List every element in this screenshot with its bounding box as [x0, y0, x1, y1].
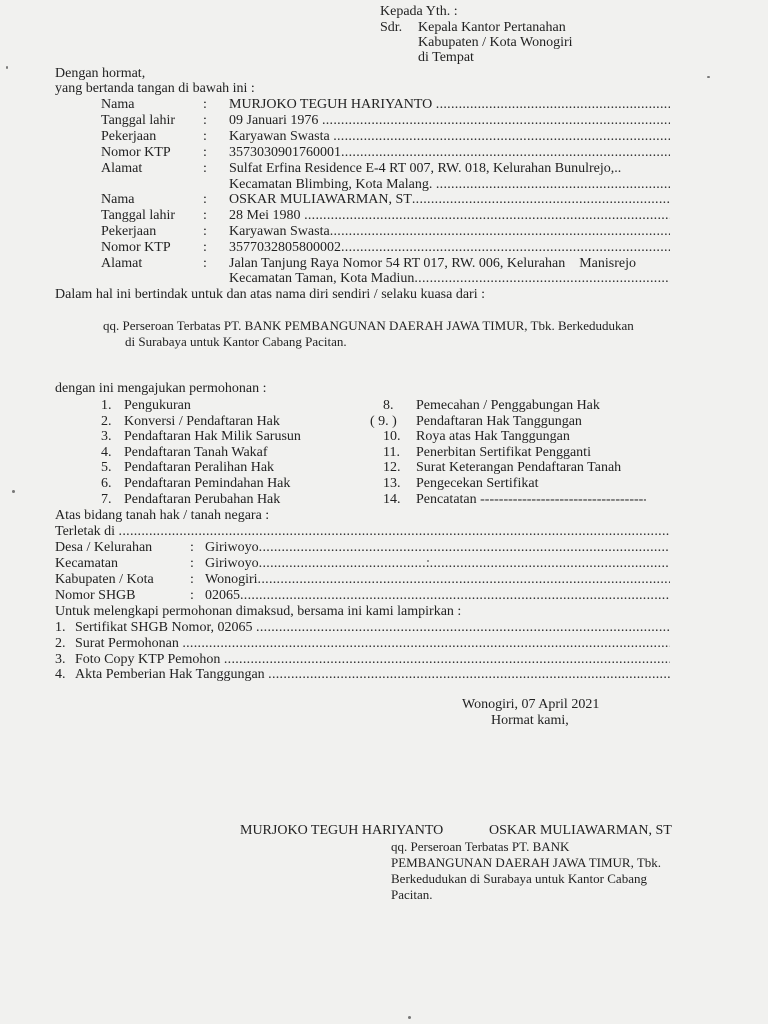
p2-job-value: Karyawan Swasta: [229, 224, 330, 239]
request-item-num: 8.: [383, 398, 394, 413]
request-item-num-selected: ( 9. ): [370, 414, 397, 429]
desa-value: Giriwoyo: [205, 540, 259, 555]
attachment-label: Akta Pemberian Hak Tanggungan: [75, 667, 265, 682]
request-item-num: 12.: [383, 460, 401, 475]
attachment-item: [75, 620, 670, 636]
land-location-label: Terletak di: [55, 524, 116, 539]
colon: :: [203, 161, 207, 176]
signatory-2-name: OSKAR MULIAWARMAN, ST: [489, 823, 672, 838]
p1-address-line-2-field: [229, 177, 670, 193]
request-item: Pengecekan Sertifikat: [416, 476, 539, 491]
request-item: Pendaftaran Hak Milik Sarusun: [124, 429, 301, 444]
request-item-num: 2.: [101, 414, 112, 429]
p2-ktp-value: 3577032805800002: [229, 240, 341, 255]
p1-address-line-2: Kecamatan Blimbing, Kota Malang.: [229, 177, 433, 192]
request-item: Surat Keterangan Pendaftaran Tanah: [416, 460, 622, 475]
colon: :: [203, 129, 207, 144]
p2-birth-field: [229, 208, 670, 224]
request-item: Roya atas Hak Tanggungan: [416, 429, 570, 444]
attachment-label: Foto Copy KTP Pemohon: [75, 652, 221, 667]
request-item: Pencatatan: [416, 492, 477, 507]
p1-job-label: Pekerjaan: [101, 129, 157, 144]
p1-birth-value: 09 Januari 1976: [229, 113, 319, 128]
kabupaten-label: Kabupaten / Kota: [55, 572, 154, 587]
p2-address-line-1: Jalan Tanjung Raya Nomor 54 RT 017, RW. 006, Kelurahan Manisrejo: [229, 256, 636, 271]
request-item-num: 5.: [101, 460, 112, 475]
request-item-num: 14.: [383, 492, 401, 507]
attachment-item: [75, 636, 670, 652]
greeting: Dengan hormat,: [55, 66, 146, 81]
closing-regards: Hormat kami,: [491, 713, 569, 728]
p1-job-value: Karyawan Swasta: [229, 129, 330, 144]
colon: :: [203, 113, 207, 128]
place-date: Wonogiri, 07 April 2021: [462, 697, 600, 712]
recipient-line-2: Kabupaten / Kota Wonogiri: [418, 35, 573, 50]
request-item-num: 7.: [101, 492, 112, 507]
request-item-num: 13.: [383, 476, 401, 491]
land-intro: Atas bidang tanah hak / tanah negara :: [55, 508, 270, 523]
shgb-value: 02065: [205, 588, 240, 603]
p2-job-field: [229, 224, 670, 240]
request-item: Pengukuran: [124, 398, 191, 413]
recipient-line-1: Kepala Kantor Pertanahan: [418, 20, 566, 35]
scan-speck: [12, 490, 15, 493]
land-location-field: [55, 524, 670, 540]
p2-address-line-2: Kecamatan Taman, Kota Madiun: [229, 271, 415, 286]
p2-job-label: Pekerjaan: [101, 224, 157, 239]
p2-name-value: OSKAR MULIAWARMAN, ST: [229, 192, 412, 207]
p1-address-label: Alamat: [101, 161, 143, 176]
attachments-intro: Untuk melengkapi permohonan dimaksud, bersama ini kami lampirkan :: [55, 604, 462, 619]
kabupaten-value: Wonogiri: [205, 572, 258, 587]
request-item-num: 3.: [101, 429, 112, 444]
request-item-num: 10.: [383, 429, 401, 444]
scan-speck: [6, 66, 8, 69]
request-item-num: 1.: [101, 398, 112, 413]
request-item: Pendaftaran Tanah Wakaf: [124, 445, 268, 460]
kabupaten-field: [205, 572, 670, 588]
p1-name-value: MURJOKO TEGUH HARIYANTO: [229, 97, 433, 112]
signatory-1-name: MURJOKO TEGUH HARIYANTO: [240, 823, 444, 838]
p1-birth-label: Tanggal lahir: [101, 113, 176, 128]
p2-birth-label: Tanggal lahir: [101, 208, 176, 223]
colon: :: [203, 256, 207, 271]
attachment-num: 1.: [55, 620, 66, 635]
colon: :: [190, 588, 194, 603]
colon: :: [190, 572, 194, 587]
request-item-14-field: [416, 492, 646, 508]
signatory-2-qq-line-4: Pacitan.: [391, 887, 433, 902]
recipient-heading: Kepada Yth. :: [380, 4, 458, 19]
kecamatan-value: Giriwoyo: [205, 556, 259, 571]
p2-name-field: [229, 192, 670, 208]
p2-address-line-2-field: [229, 271, 670, 287]
recipient-line-3: di Tempat: [418, 50, 474, 65]
p1-job-field: [229, 129, 670, 145]
scan-speck: [427, 560, 429, 562]
request-item: Pendaftaran Pemindahan Hak: [124, 476, 291, 491]
scan-speck: [707, 76, 710, 78]
colon: :: [203, 224, 207, 239]
request-item: Penerbitan Sertifikat Pengganti: [416, 445, 591, 460]
signatory-2-qq-line-3: Berkedudukan di Surabaya untuk Kantor Cabang: [391, 871, 647, 886]
attachment-item: [75, 667, 670, 683]
shgb-label: Nomor SHGB: [55, 588, 136, 603]
attachment-num: 2.: [55, 636, 66, 651]
attachment-item: [75, 652, 670, 668]
p1-name-label: Nama: [101, 97, 135, 112]
signatory-2-qq-line-2: PEMBANGUNAN DAERAH JAWA TIMUR, Tbk.: [391, 855, 662, 870]
request-item: Pendaftaran Hak Tanggungan: [416, 414, 582, 429]
colon: :: [203, 208, 207, 223]
signatory-2-qq-line-1: qq. Perseroan Terbatas PT. BANK: [391, 839, 570, 854]
qq-line-2: di Surabaya untuk Kantor Cabang Pacitan.: [125, 334, 347, 349]
scan-speck: [408, 1016, 411, 1019]
p2-ktp-label: Nomor KTP: [101, 240, 171, 255]
colon: :: [203, 145, 207, 160]
acting-statement: Dalam hal ini bertindak untuk dan atas nama diri sendiri / selaku kuasa dari :: [55, 287, 485, 302]
request-item: Konversi / Pendaftaran Hak: [124, 414, 280, 429]
colon: :: [203, 97, 207, 112]
colon: :: [203, 192, 207, 207]
intro-line: yang bertanda tangan di bawah ini :: [55, 81, 255, 96]
qq-line-1: qq. Perseroan Terbatas PT. BANK PEMBANGUNAN DAERAH JAWA TIMUR, Tbk. Berkedudukan: [103, 318, 634, 333]
request-item-num: 4.: [101, 445, 112, 460]
request-item-num: 6.: [101, 476, 112, 491]
attachment-num: 3.: [55, 652, 66, 667]
colon: :: [203, 240, 207, 255]
p1-birth-field: [229, 113, 670, 129]
attachment-num: 4.: [55, 667, 66, 682]
shgb-field: [205, 588, 670, 604]
request-intro: dengan ini mengajukan permohonan :: [55, 381, 267, 396]
p1-address-line-1: Sulfat Erfina Residence E-4 RT 007, RW. 018, Kelurahan Bunulrejo,..: [229, 161, 622, 176]
p2-address-label: Alamat: [101, 256, 143, 271]
kecamatan-field: [205, 556, 670, 572]
p2-name-label: Nama: [101, 192, 135, 207]
recipient-prefix: Sdr.: [380, 20, 403, 35]
attachment-label: Surat Permohonan: [75, 636, 179, 651]
p2-birth-value: 28 Mei 1980: [229, 208, 301, 223]
request-item: Pemecahan / Penggabungan Hak: [416, 398, 600, 413]
p2-ktp-field: [229, 240, 670, 256]
colon: :: [190, 540, 194, 555]
p1-ktp-label: Nomor KTP: [101, 145, 171, 160]
desa-label: Desa / Kelurahan: [55, 540, 153, 555]
p1-ktp-field: [229, 145, 670, 161]
desa-field: [205, 540, 670, 556]
request-item-num: 11.: [383, 445, 400, 460]
attachment-label: Sertifikat SHGB Nomor, 02065: [75, 620, 253, 635]
request-item: Pendaftaran Peralihan Hak: [124, 460, 275, 475]
kecamatan-label: Kecamatan: [55, 556, 118, 571]
colon: :: [190, 556, 194, 571]
p1-ktp-value: 3573030901760001: [229, 145, 341, 160]
request-item: Pendaftaran Perubahan Hak: [124, 492, 281, 507]
p1-name-field: [229, 97, 670, 113]
